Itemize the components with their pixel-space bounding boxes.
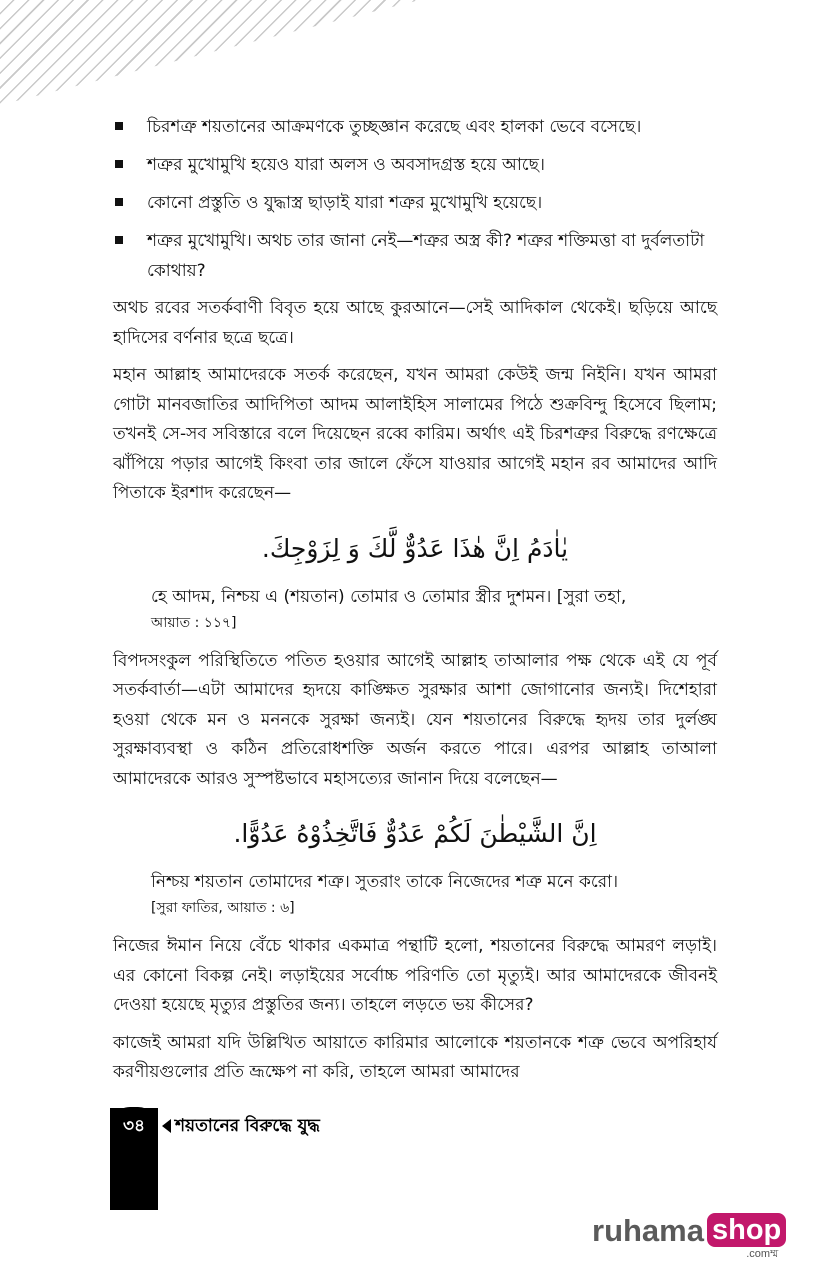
logo-text: ruhama: [592, 1213, 704, 1248]
translation-text: নিশ্চয় শয়তান তোমাদের শত্রু। সুতরাং তাকে নিজেদের শত্রু মনে করো।: [151, 872, 619, 892]
bullet-list: [113, 112, 717, 286]
list-item: [113, 150, 717, 180]
verse-reference: আয়াত : ১১৭]: [151, 614, 237, 631]
arabic-verse-1: يٰاٰدَمُ اِنَّ هٰذَا عَدُوٌّ لَّكَ وَ لِزَوْجِكَ.: [261, 533, 569, 563]
paragraph-4: নিজের ঈমান নিয়ে বেঁচে থাকার একমাত্র পন্থাটি হলো, শয়তানের বিরুদ্ধে আমরণ লড়াই। এর কোনো বিকল্প নেই। লড়াইয়ের সর্বোচ্চ পরিণতি তো মৃত্যুই। আর আমাদেরকে জীবনই দেওয়া হয়েছে মৃত্যুর প্রস্তুতির জন্য। তাহলে লড়তে ভয় কীসের?: [113, 936, 717, 1015]
square-bullet-icon: [115, 236, 123, 244]
left-arrow-icon: [162, 1119, 171, 1133]
square-bullet-icon: [115, 122, 123, 130]
arabic-verse-2: اِنَّ الشَّيْطٰنَ لَكُمْ عَدُوٌّ فَاتَّخِذُوْهُ عَدُوًّا.: [233, 819, 597, 848]
list-item: [113, 226, 717, 286]
verse-reference: [সুরা ফাতির, আয়াত : ৬]: [151, 900, 295, 916]
decorative-hatch: [0, 0, 420, 105]
verse-translation-2: [151, 868, 717, 920]
verse-translation-1: [151, 583, 717, 635]
square-bullet-icon: [115, 160, 123, 168]
translation-text: হে আদম, নিশ্চয় এ (শয়তান) তোমার ও তোমার স্ত্রীর দুশমন। [সুরা তহা,: [151, 586, 627, 607]
list-item-text: কোনো প্রস্তুতি ও যুদ্ধাস্ত্র ছাড়াই যারা শত্রুর মুখোমুখি হয়েছে।: [147, 193, 543, 213]
book-title: শয়তানের বিরুদ্ধে যুদ্ধ: [175, 1116, 320, 1136]
page-content: [113, 112, 717, 1096]
paragraph-2: মহান আল্লাহ আমাদেরকে সতর্ক করেছেন, যখন আমরা কেউই জন্ম নিইনি। যখন আমরা গোটা মানবজাতির আদিপিতা আদম আলাইহিস সালামের পিঠে শুক্রবিন্দু হিসেবে ছিলাম; তখনই সে-সব সবিস্তারে বলে দিয়েছেন রব্বে কারিম। অর্থাৎ এই চিরশত্রুর বিরুদ্ধে রণক্ষেত্রে ঝাঁপিয়ে পড়ার আগেই কিংবা তার জালে ফেঁসে যাওয়ার আগেই মহান রব আমাদের আদি পিতাকে ইরশাদ করেছেন—: [113, 365, 717, 503]
list-item-text: শত্রুর মুখোমুখি। অথচ তার জানা নেই—শত্রুর অস্ত্র কী? শত্রুর শক্তিমত্তা বা দুর্বলতাটা কোথায়?: [147, 231, 705, 281]
paragraph-5: কাজেই আমরা যদি উল্লিখিত আয়াতে কারিমার আলোকে শয়তানকে শত্রু ভেবে অপরিহার্য করণীয়গুলোর প্রতি ভ্রূক্ষেপ না করি, তাহলে আমরা আমাদের: [113, 1032, 717, 1082]
logo-domain: .comম্ম: [746, 1248, 779, 1260]
paragraph-1: অথচ রবের সতর্কবাণী বিবৃত হয়ে আছে কুরআনে—সেই আদিকাল থেকেই। ছড়িয়ে আছে হাদিসের বর্ণনার ছত্রে ছত্রে।: [113, 298, 717, 348]
list-item: [113, 112, 717, 142]
ruhamashop-logo: [592, 1213, 786, 1260]
square-bullet-icon: [115, 198, 123, 206]
page-number: ৩৪: [110, 1107, 158, 1147]
logo-highlight: shop: [707, 1213, 786, 1247]
paragraph-3: বিপদসংকুল পরিস্থিতিতে পতিত হওয়ার আগেই আল্লাহ তাআলার পক্ষ থেকে এই যে পূর্ব সতর্কবার্তা—এটা আমাদের হৃদয়ে কাঙ্ক্ষিত সুরক্ষার আশা জোগানোর জন্যই। দিশেহারা হওয়া থেকে মন ও মননকে সুরক্ষা জন্যই। যেন শয়তানের বিরুদ্ধে হৃদয় তার দুর্লঙ্ঘ সুরক্ষাব্যবস্থা ও কঠিন প্রতিরোধশক্তি অর্জন করতে পারে। এরপর আল্লাহ তাআলা আমাদেরকে আরও সুস্পষ্টভাবে মহাসত্যের জানান দিয়ে বলেছেন—: [113, 650, 717, 789]
list-item-text: শত্রুর মুখোমুখি হয়েও যারা অলস ও অবসাদগ্রস্ত হয়ে আছে।: [147, 155, 545, 175]
list-item: [113, 188, 717, 218]
list-item-text: চিরশত্রু শয়তানের আক্রমণকে তুচ্ছজ্ঞান করেছে এবং হালকা ভেবে বসেছে।: [147, 117, 642, 137]
